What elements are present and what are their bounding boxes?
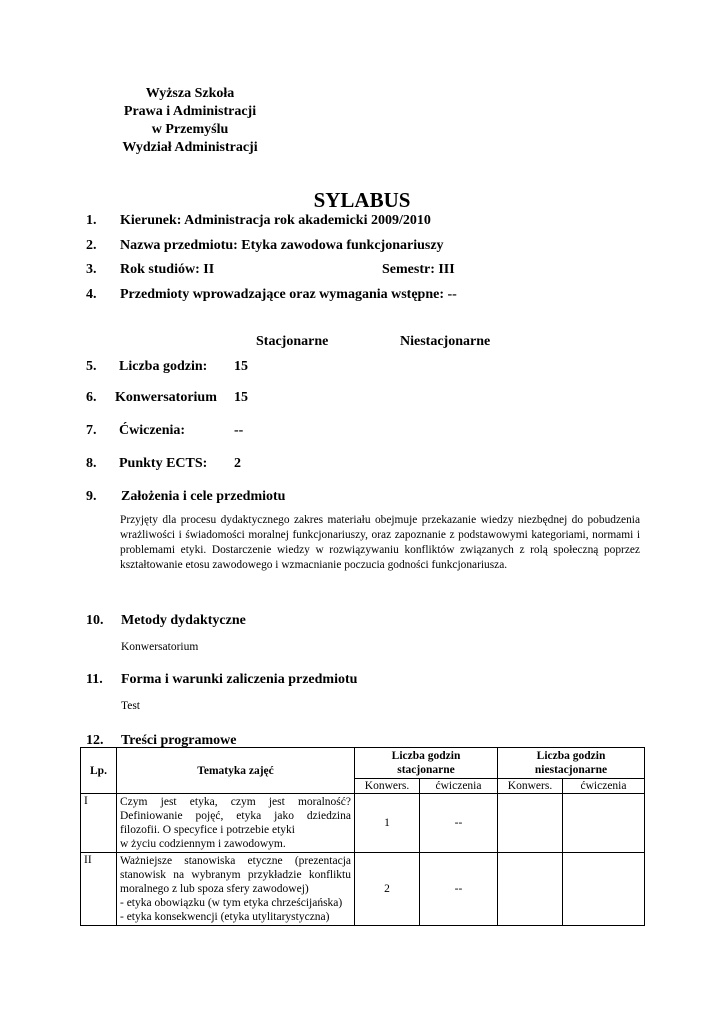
section-9-body: Przyjęty dla procesu dydaktycznego zakres materiału obejmuje przekazanie wiedzy niezbędnej do pobudzenia wrażliwości i świadomości moralnej funkcjonariuszy, oraz zapoznanie z podstawowymi kategoriami, normami i problemami etyki. Dostarczenie wiedzy w rozwiązywaniu konfliktów związanych z rolą społeczną poprzez kształtowanie etosu zawodowego i wzmacnianie poczucia godności funkcjonariusza. xyxy=(120,514,640,571)
row-topic xyxy=(117,853,355,926)
institution-name-2: Prawa i Administracji xyxy=(123,104,257,119)
item-7-number: 7. xyxy=(86,423,97,438)
item-4-number: 4. xyxy=(86,287,97,302)
institution-city: w Przemyślu xyxy=(151,122,229,137)
topic-line: - etyka obowiązku (w tym etyka chrześcijańska) xyxy=(120,897,343,909)
sub-konw-nonstat: Konwers. xyxy=(498,779,563,794)
item-5-label: Liczba godzin: xyxy=(119,359,208,374)
col-stationary-header xyxy=(355,748,498,779)
table-header-row xyxy=(81,748,645,779)
program-table xyxy=(80,747,645,926)
row-konw-stat: 1 xyxy=(355,794,420,853)
item-6-value: 15 xyxy=(234,390,248,405)
row-cw-stat: -- xyxy=(420,794,498,853)
section-9-number: 9. xyxy=(86,489,97,504)
table-row xyxy=(81,853,645,926)
table-row xyxy=(81,794,645,853)
institution-header xyxy=(90,85,290,157)
topic-line: w życiu codziennym i zawodowym. xyxy=(120,838,286,850)
item-3-text: Rok studiów: II xyxy=(120,262,215,277)
item-7-label: Ćwiczenia: xyxy=(119,423,186,438)
item-4-text: Przedmioty wprowadzające oraz wymagania wstępne: -- xyxy=(120,287,457,302)
institution-name: Wyższa Szkoła xyxy=(145,86,235,101)
item-2-number: 2. xyxy=(86,238,97,253)
item-3-number: 3. xyxy=(86,262,97,277)
row-cw-nonstat xyxy=(563,794,645,853)
faculty-name: Wydział Administracji xyxy=(122,140,258,155)
item-7-value: -- xyxy=(234,423,244,438)
stationary-header: Stacjonarne xyxy=(256,334,329,349)
section-11-body: Test xyxy=(121,700,140,712)
section-10-heading: Metody dydaktyczne xyxy=(121,613,246,628)
topic-line: Czym jest etyka, czym jest moralność? Definiowanie pojęć, etyka jako dziedzina filozofii. O specyfice i potrzebie etyki xyxy=(120,796,351,836)
section-12-number: 12. xyxy=(86,733,104,748)
item-8-label: Punkty ECTS: xyxy=(119,456,208,471)
row-topic xyxy=(117,794,355,853)
section-10-body: Konwersatorium xyxy=(121,641,199,653)
section-11-heading: Forma i warunki zaliczenia przedmiotu xyxy=(121,672,358,687)
item-1-number: 1. xyxy=(86,213,97,228)
item-5-number: 5. xyxy=(86,359,97,374)
item-6-label: Konwersatorium xyxy=(115,390,217,405)
col-nonstationary-header xyxy=(498,748,645,779)
row-konw-nonstat xyxy=(498,853,563,926)
col-topic-header: Tematyka zajęć xyxy=(117,748,355,794)
stationary-hours-label: Liczba godzin xyxy=(391,750,461,762)
row-lp: I xyxy=(81,794,117,853)
section-11-number: 11. xyxy=(86,672,103,687)
item-5-value: 15 xyxy=(234,359,248,374)
row-cw-nonstat xyxy=(563,853,645,926)
item-1-text: Kierunek: Administracja rok akademicki 2009/2010 xyxy=(120,213,431,228)
stationary-label: stacjonarne xyxy=(397,764,455,776)
row-konw-stat: 2 xyxy=(355,853,420,926)
section-12-heading: Treści programowe xyxy=(121,733,237,748)
item-8-value: 2 xyxy=(234,456,241,471)
item-2-text: Nazwa przedmiotu: Etyka zawodowa funkcjonariuszy xyxy=(120,238,444,253)
row-konw-nonstat xyxy=(498,794,563,853)
topic-line: - etyka konsekwencji (etyka utylitarystyczna) xyxy=(120,911,330,923)
sub-konw-stat: Konwers. xyxy=(355,779,420,794)
row-cw-stat: -- xyxy=(420,853,498,926)
item-8-number: 8. xyxy=(86,456,97,471)
item-6-number: 6. xyxy=(86,390,97,405)
col-lp-header: Lp. xyxy=(81,748,117,794)
nonstationary-header: Niestacjonarne xyxy=(400,334,491,349)
section-9-heading: Założenia i cele przedmiotu xyxy=(121,489,286,504)
item-3-semester: Semestr: III xyxy=(382,262,455,277)
topic-line: Ważniejsze stanowiska etyczne (prezentacja stanowisk na wybranym przykładzie konfliktu moralnego z lub spoza sfery zawodowej) xyxy=(120,855,351,895)
section-10-number: 10. xyxy=(86,613,104,628)
nonstationary-label: niestacjonarne xyxy=(534,764,608,776)
document-title: SYLABUS xyxy=(313,188,411,212)
row-lp: II xyxy=(81,853,117,926)
sub-cw-stat: ćwiczenia xyxy=(420,779,498,794)
nonstationary-hours-label: Liczba godzin xyxy=(536,750,606,762)
sub-cw-nonstat: ćwiczenia xyxy=(563,779,645,794)
